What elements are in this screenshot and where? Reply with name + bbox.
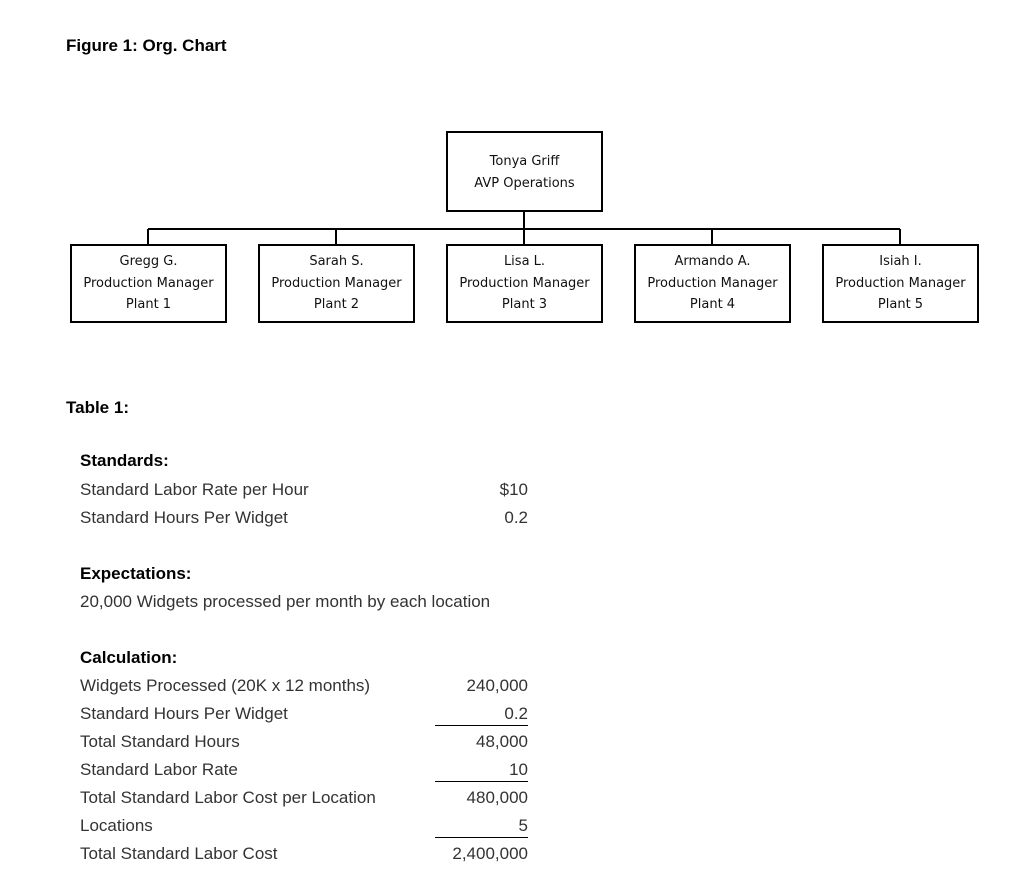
org-box-avp: [446, 131, 603, 212]
org-box-title: Production Manager: [271, 275, 402, 291]
calculation-row-label: Locations: [80, 816, 153, 835]
calculation-row-label: Total Standard Labor Cost: [80, 844, 278, 863]
org-box-name: Armando A.: [674, 254, 751, 269]
org-box-plant: Plant 4: [689, 297, 736, 312]
org-box-title: Production Manager: [835, 275, 966, 291]
org-box-plant: Plant 3: [501, 297, 548, 312]
figure-title: Figure 1: Org. Chart: [66, 36, 227, 55]
org-box-title: AVP Operations: [474, 175, 575, 191]
org-box-plant: Plant 1: [125, 297, 172, 312]
calculation-row-value: 240,000: [466, 676, 528, 695]
calculation-row-label: Standard Hours Per Widget: [80, 704, 288, 723]
org-box-plant-4: [634, 244, 791, 323]
org-box-name: Lisa L.: [503, 254, 546, 269]
calculation-row-label: Standard Labor Rate: [80, 760, 238, 779]
org-box-title: Production Manager: [647, 275, 778, 291]
expectations-text: 20,000 Widgets processed per month by each location: [80, 592, 491, 611]
org-box-name: Isiah I.: [879, 254, 922, 269]
standards-row-label: Standard Hours Per Widget: [80, 508, 288, 527]
calculation-row-value: 10: [509, 760, 528, 779]
org-box-name: Tonya Griff: [489, 154, 560, 169]
standards-row-label: Standard Labor Rate per Hour: [80, 480, 309, 499]
org-box-plant-2: [258, 244, 415, 323]
calculation-row-label: Widgets Processed (20K x 12 months): [80, 676, 371, 695]
standards-row-value: $10: [499, 480, 528, 499]
calculation-row-label: Total Standard Hours: [80, 732, 240, 751]
standards-row-value: 0.2: [504, 508, 528, 527]
org-box-name: Gregg G.: [119, 254, 178, 269]
calculation-row-value: 5: [518, 816, 528, 835]
org-box-plant-5: [822, 244, 979, 323]
expectations-heading: Expectations:: [80, 564, 192, 583]
org-box-title: Production Manager: [459, 275, 590, 291]
org-box-name: Sarah S.: [309, 254, 364, 269]
calculation-row-value: 0.2: [504, 704, 528, 723]
org-box-plant-3: [446, 244, 603, 323]
subtotal-underline: [435, 725, 528, 726]
org-box-plant: Plant 2: [313, 297, 360, 312]
org-box-title: Production Manager: [83, 275, 214, 291]
subtotal-underline: [435, 781, 528, 782]
calculation-row-value: 480,000: [466, 788, 528, 807]
org-box-plant-1: [70, 244, 227, 323]
org-box-plant: Plant 5: [877, 297, 924, 312]
calculation-heading: Calculation:: [80, 648, 178, 667]
standards-heading: Standards:: [80, 451, 169, 470]
calculation-row-value: 48,000: [476, 732, 528, 751]
calculation-row-label: Total Standard Labor Cost per Location: [80, 788, 376, 807]
subtotal-underline: [435, 837, 528, 838]
table-title: Table 1:: [66, 398, 129, 417]
calculation-row-value: 2,400,000: [452, 844, 528, 863]
